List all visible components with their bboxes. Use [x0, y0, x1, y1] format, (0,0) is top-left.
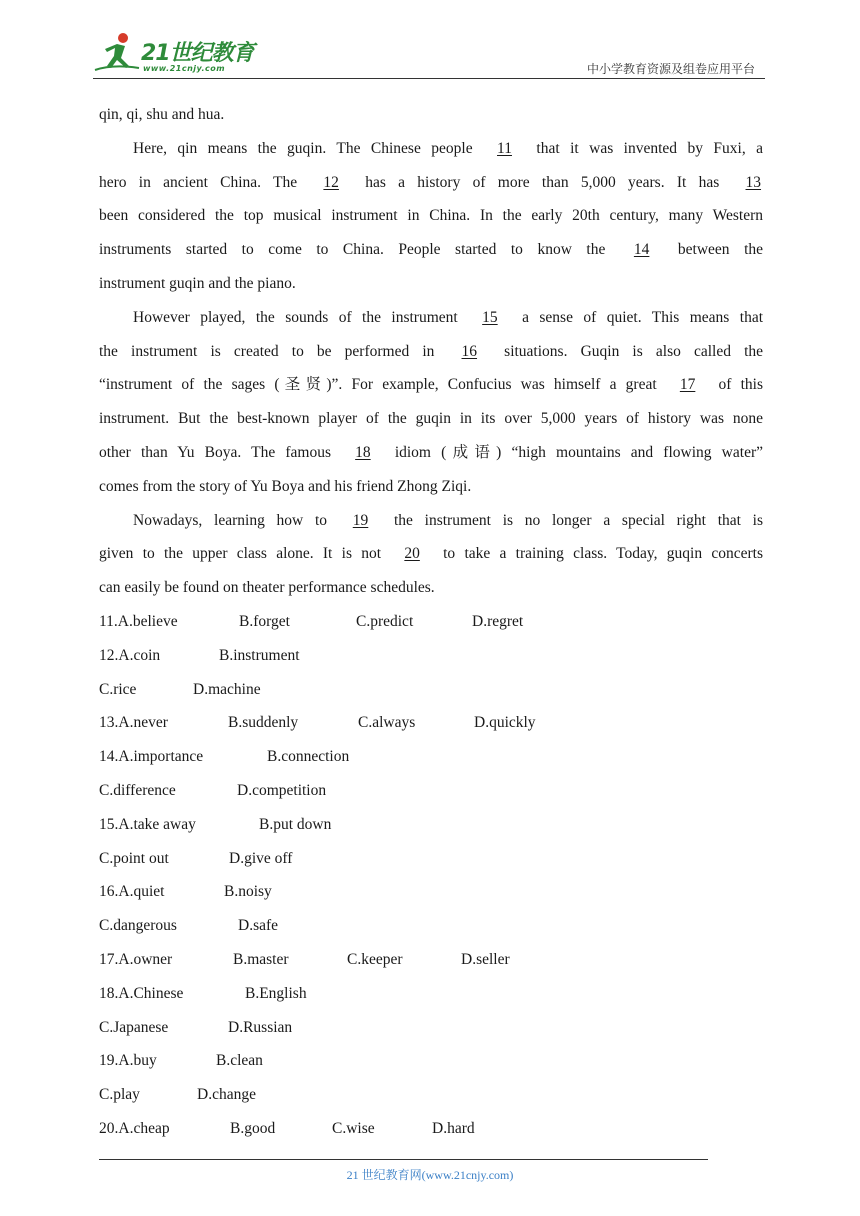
option-b: B.clean [216, 1052, 263, 1070]
logo-url: www.21cnjy.com [143, 64, 226, 73]
option-row-14 [99, 740, 763, 774]
passage-line: instrument guqin and the piano. [99, 274, 296, 292]
passage-paragraph [99, 132, 763, 301]
option-a: 17.A.owner [99, 950, 173, 968]
option-b: B.connection [267, 748, 350, 766]
blank-20: 20 [404, 545, 420, 563]
answer-options [99, 605, 763, 1146]
option-row-19 [99, 1044, 763, 1078]
page-footer: 21 世纪教育网(www.21cnjy.com) [346, 1168, 514, 1182]
option-c: C.point out [99, 849, 169, 867]
passage-line: qin, qi, shu and hua. [99, 106, 225, 123]
option-b: B.instrument [219, 646, 300, 664]
option-c: C.Japanese [99, 1018, 169, 1036]
passage-line: instrument. But the best-known player of the guqin in its over 5,000 years of history was none [99, 410, 763, 428]
blank-16: 16 [461, 342, 478, 360]
passage-line: given to the upper class alone. It is not 20 to take a training class. Today, guqin concerts [99, 537, 763, 571]
option-c: C.predict [356, 612, 414, 630]
logo-text: 21世纪教育 [141, 41, 254, 66]
option-d: D.machine [193, 680, 261, 698]
option-d: D.change [197, 1086, 256, 1104]
option-a: 12.A.coin [99, 646, 161, 664]
option-b: B.English [245, 984, 307, 1002]
option-d: D.give off [229, 849, 293, 867]
option-d: D.Russian [228, 1018, 293, 1036]
runner-logo-icon [93, 30, 143, 76]
option-d: D.safe [238, 917, 279, 935]
option-row-12-cd [99, 673, 763, 707]
option-row-13 [99, 706, 763, 740]
option-b: B.noisy [224, 883, 272, 901]
option-row-19-cd [99, 1078, 763, 1112]
page-header [93, 28, 765, 79]
passage-line: been considered the top musical instrument in China. In the early 20th century, many Western [99, 207, 763, 225]
passage-line: comes from the story of Yu Boya and his friend Zhong Ziqi. [99, 477, 472, 495]
logo [93, 30, 268, 76]
passage-line: “instrument of the sages (圣贤)”. For example, Confucius was himself a great 17 of this [99, 368, 763, 402]
passage-paragraph [99, 98, 763, 132]
option-row-16 [99, 875, 763, 909]
passage-paragraph [99, 504, 763, 605]
passage-line: other than Yu Boya. The famous 18 idiom (成语) “high mountains and flowing water” [99, 436, 763, 470]
passage-line: However played, the sounds of the instrument 15 a sense of quiet. This means that [99, 301, 763, 335]
option-c: C.always [358, 714, 416, 732]
blank-15: 15 [482, 308, 498, 326]
footer-divider [99, 1159, 708, 1160]
option-c: C.difference [99, 781, 176, 799]
option-b: B.master [233, 950, 289, 968]
option-c: C.wise [332, 1119, 375, 1137]
option-row-15 [99, 808, 763, 842]
option-a: 16.A.quiet [99, 883, 165, 901]
option-row-14-cd [99, 774, 763, 808]
blank-13: 13 [745, 173, 762, 191]
document-body [99, 98, 763, 1146]
option-a: 11.A.believe [99, 612, 178, 630]
option-a: 19.A.buy [99, 1052, 157, 1070]
passage-line: Nowadays, learning how to 19 the instrument is no longer a special right that is [99, 504, 763, 538]
option-a: 18.A.Chinese [99, 984, 184, 1002]
option-row-16-cd [99, 909, 763, 943]
passage-paragraph [99, 301, 763, 504]
passage-line: hero in ancient China. The 12 has a history of more than 5,000 years. It has 13 [99, 166, 763, 200]
option-d: D.regret [472, 612, 524, 630]
option-row-17 [99, 943, 763, 977]
passage-line: Here, qin means the guqin. The Chinese people 11 that it was invented by Fuxi, a [99, 132, 763, 166]
option-d: D.hard [432, 1119, 475, 1137]
option-a: 14.A.importance [99, 748, 204, 766]
option-d: D.quickly [474, 714, 536, 732]
option-a: 20.A.cheap [99, 1119, 170, 1137]
passage-line: instruments started to come to China. People started to know the 14 between the [99, 233, 763, 267]
blank-11: 11 [497, 139, 512, 157]
blank-17: 17 [679, 376, 696, 394]
blank-18: 18 [355, 443, 371, 461]
option-a: 13.A.never [99, 714, 168, 732]
option-row-18-cd [99, 1011, 763, 1045]
blank-12: 12 [323, 173, 339, 191]
option-b: B.good [230, 1119, 276, 1137]
option-d: D.competition [237, 781, 327, 799]
option-c: C.play [99, 1086, 140, 1104]
option-a: 15.A.take away [99, 815, 196, 833]
option-row-15-cd [99, 842, 763, 876]
option-d: D.seller [461, 950, 510, 968]
option-b: B.suddenly [228, 714, 299, 732]
option-row-18 [99, 977, 763, 1011]
option-c: C.keeper [347, 950, 403, 968]
option-c: C.rice [99, 680, 137, 698]
passage-line: can easily be found on theater performance schedules. [99, 579, 435, 597]
blank-14: 14 [633, 241, 650, 259]
option-b: B.forget [239, 612, 290, 630]
option-c: C.dangerous [99, 917, 177, 935]
option-row-11 [99, 605, 763, 639]
option-row-20 [99, 1112, 763, 1146]
option-b: B.put down [259, 815, 332, 833]
passage-line: the instrument is created to be performed in 16 situations. Guqin is also called the [99, 335, 763, 369]
platform-name: 中小学教育资源及组卷应用平台 [586, 62, 755, 76]
option-row-12 [99, 639, 763, 673]
blank-19: 19 [352, 511, 369, 529]
